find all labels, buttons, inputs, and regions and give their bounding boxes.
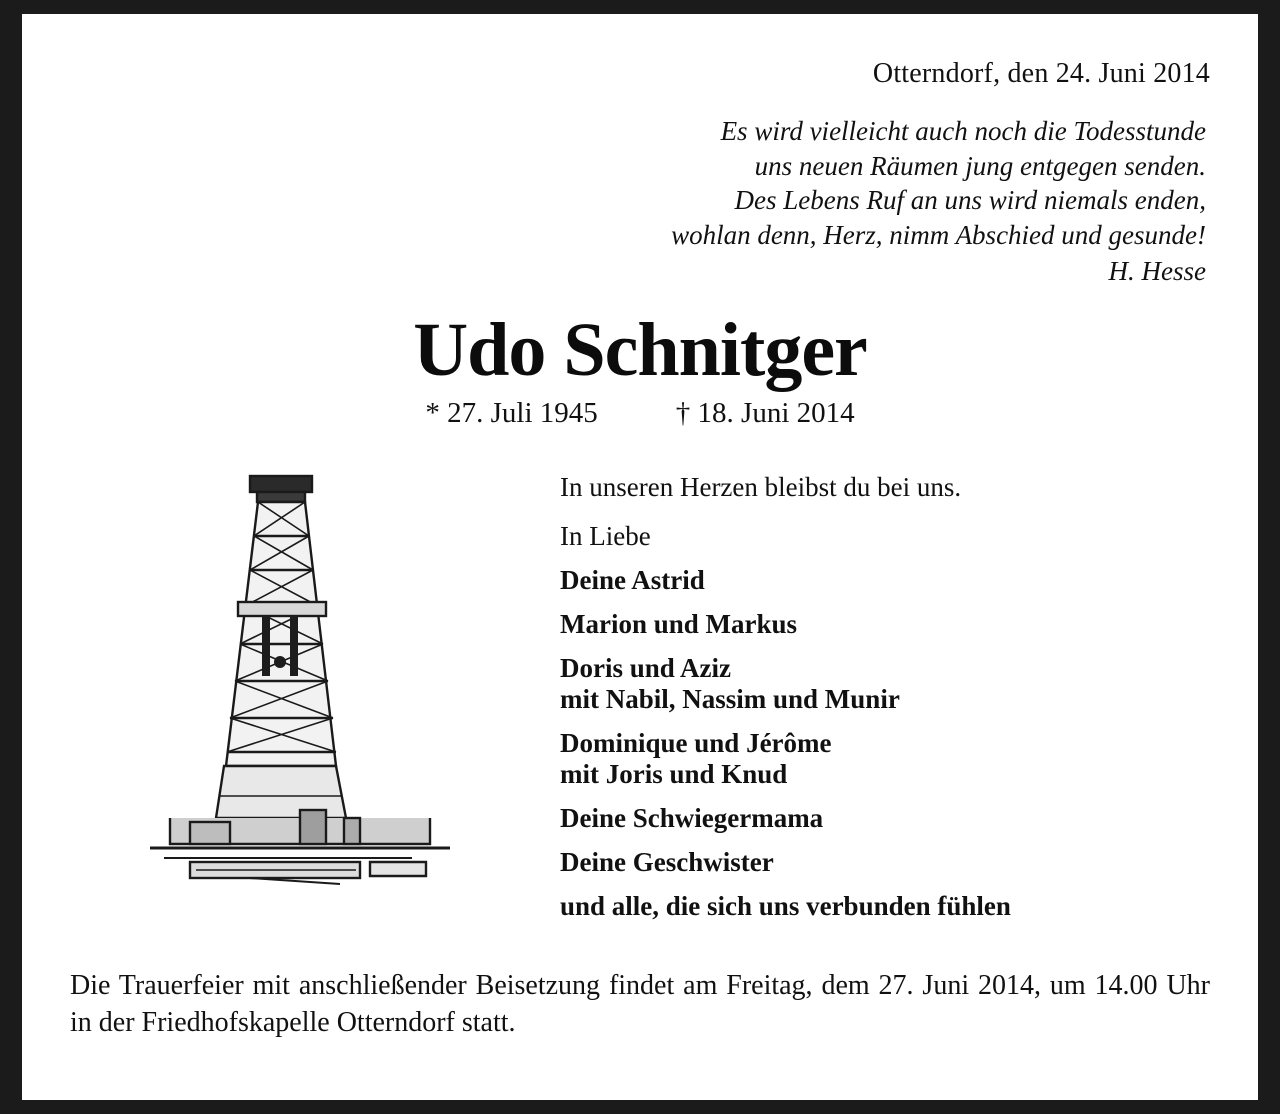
life-dates xyxy=(70,397,1210,430)
mourner-row: und alle, die sich uns verbunden fühlen xyxy=(560,891,1011,921)
death-date: † 18. Juni 2014 xyxy=(675,396,855,429)
mourning-intro: In unseren Herzen bleibst du bei uns. xyxy=(560,471,962,502)
mourner-name: Doris und Aziz xyxy=(560,652,732,683)
ceremony-details: Die Trauerfeier mit anschließender Beisetzung findet am Freitag, dem 27. Juni 2014, um 14.00 Uhr in der Friedhofskapelle Otterndorf statt. xyxy=(70,970,1210,1039)
verse-line-3: Des Lebens Ruf an uns wird niemals enden, xyxy=(734,185,1206,216)
birth-date: * 27. Juli 1945 xyxy=(425,396,598,429)
mourner-row xyxy=(560,728,1210,790)
deceased-name: Udo Schnitger xyxy=(413,307,867,392)
mourner-row: Deine Astrid xyxy=(560,564,705,595)
verse-block xyxy=(70,114,1210,289)
middle-section xyxy=(70,466,1210,936)
verse-line-1: Es wird vielleicht auch noch die Todesstunde xyxy=(720,116,1206,146)
mourner-row: Marion und Markus xyxy=(560,608,798,639)
mourner-row xyxy=(560,653,1210,715)
in-love-label: In Liebe xyxy=(560,520,651,551)
mourner-row: Deine Schwiegermama xyxy=(560,802,824,833)
mourner-children: mit Joris und Knud xyxy=(560,758,788,789)
verse-author: H. Hesse xyxy=(1108,256,1206,287)
verse-line-2: uns neuen Räumen jung entgegen senden. xyxy=(754,150,1206,181)
mourners-list xyxy=(560,466,1210,936)
mourner-row: Deine Geschwister xyxy=(560,846,774,877)
place-and-date: Otterndorf, den 24. Juni 2014 xyxy=(872,58,1210,89)
verse-line-4: wohlan denn, Herz, nimm Abschied und gesunde! xyxy=(671,219,1206,250)
obituary-notice xyxy=(22,14,1258,1100)
mourner-name: Dominique und Jérôme xyxy=(560,727,832,758)
drilling-rig-icon xyxy=(70,466,560,906)
mourner-children: mit Nabil, Nassim und Munir xyxy=(560,683,900,714)
